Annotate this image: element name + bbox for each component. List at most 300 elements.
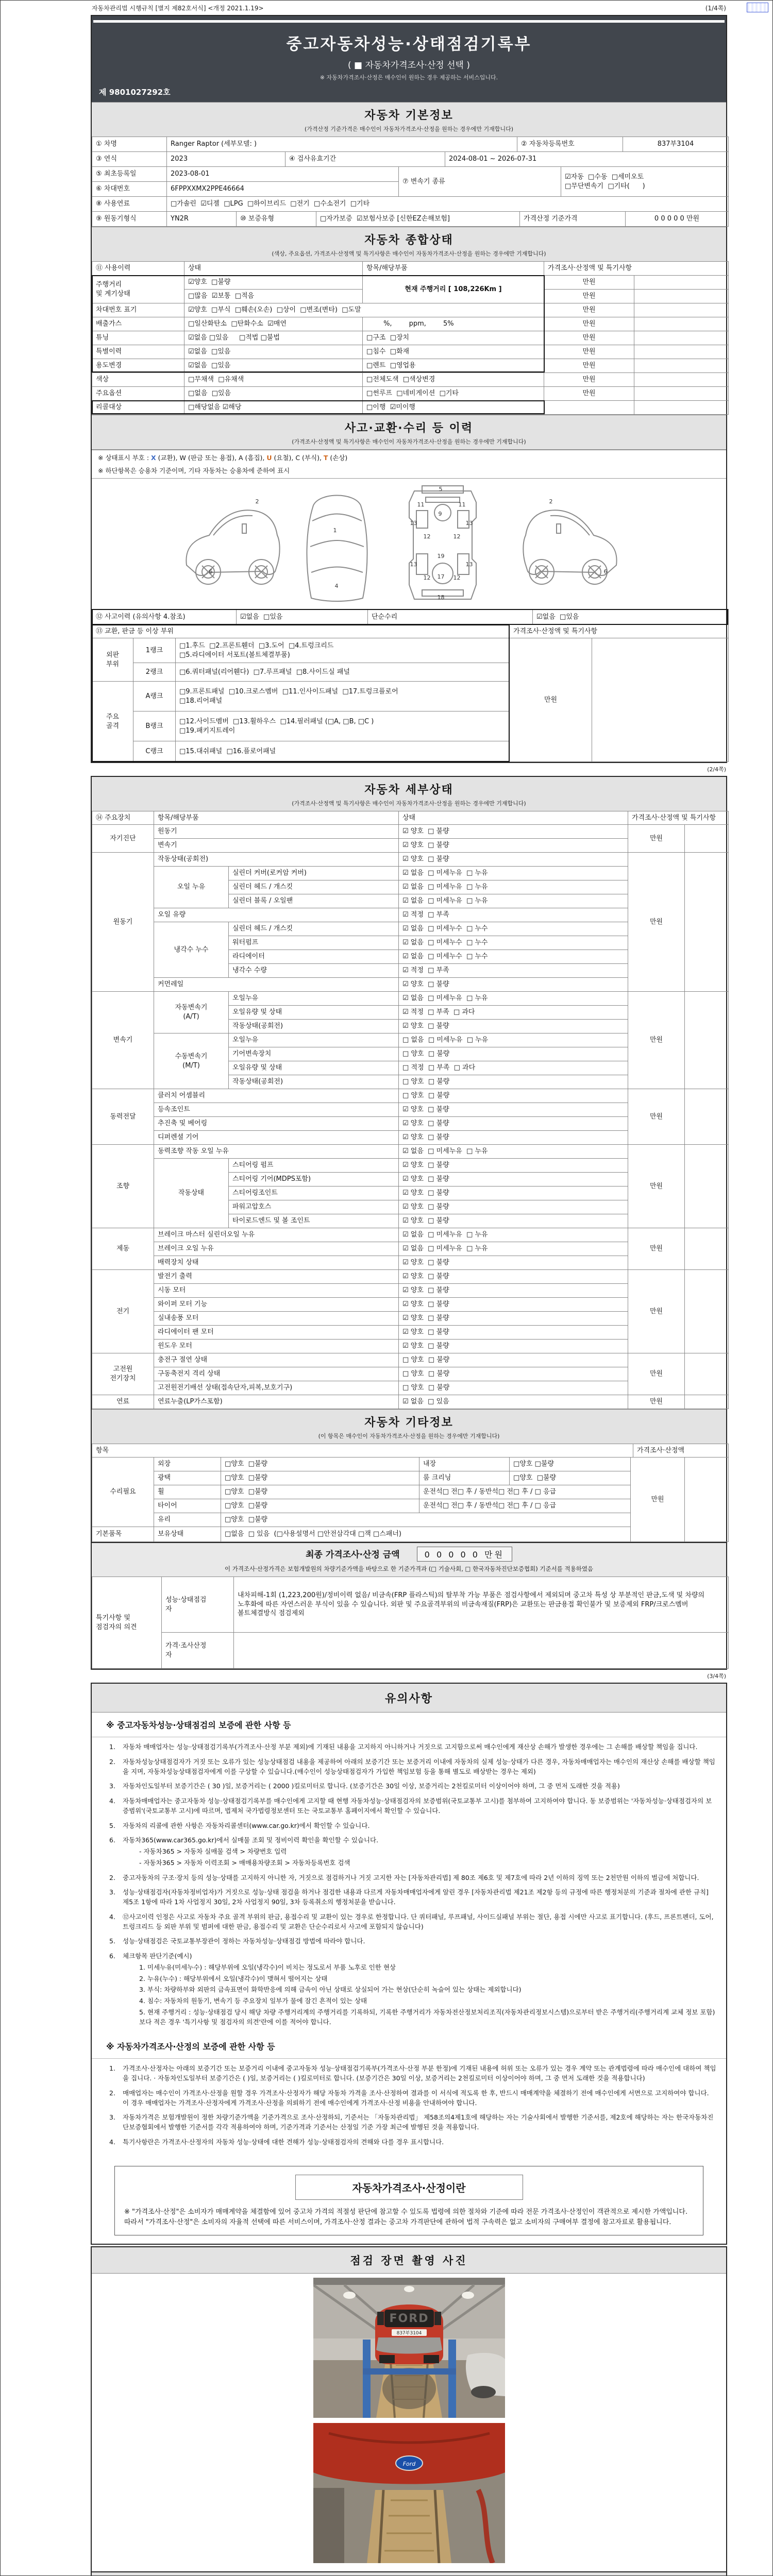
diagram-part-number: 6 bbox=[603, 568, 608, 575]
table-cell: □양호 □불량 bbox=[221, 1513, 631, 1527]
table-cell bbox=[634, 345, 729, 359]
diagram-part-number: 1 bbox=[333, 527, 337, 534]
notice-item bbox=[109, 2089, 717, 2108]
opinions-table bbox=[92, 1577, 726, 1669]
legend-part: ※ 상태표시 부호 : bbox=[98, 454, 152, 462]
document-subtitle: ( ■ 자동차가격조사·산정 선택 ) bbox=[348, 60, 470, 71]
table-cell: ☑양호 □불량 bbox=[184, 276, 363, 290]
notice-item bbox=[109, 1742, 717, 1752]
table-cell: 운전석□ 전□ 후 / 동반석□ 전□ 후 / □ 응급 bbox=[419, 1499, 631, 1513]
item-label: 와이퍼 모터 기능 bbox=[154, 1298, 399, 1312]
item-label: 작동상태(공회전) bbox=[154, 853, 399, 867]
notice-item-number: 5. bbox=[109, 1937, 115, 1945]
state-checks: ☑ 양호 □ 불량 bbox=[399, 978, 628, 992]
price-cell: 만원 bbox=[628, 1270, 685, 1353]
legend-part: W bbox=[179, 454, 186, 462]
exchange-header-row bbox=[92, 624, 726, 638]
value-base-price: 0 0 0 0 0 만원 bbox=[626, 212, 729, 227]
state-checks: ☑ 적정 □ 부족 □ 과다 bbox=[399, 1006, 628, 1020]
status-code-legend bbox=[92, 450, 726, 465]
table-cell: ⑥ 차대번호 bbox=[92, 182, 167, 197]
appraiser-opinion bbox=[234, 1633, 729, 1669]
table-cell: 2랭크 bbox=[133, 663, 176, 682]
final-price-note: 이 가격조사·산정가격은 보험개발원의 차량기준가액을 바탕으로 한 기준가격과 (□ 기술사회, □ 한국자동차진단보증협회) 기준서를 적용하였음 bbox=[224, 1565, 594, 1572]
table-cell: 룸 크리닝 bbox=[419, 1471, 510, 1485]
table bbox=[92, 261, 729, 415]
diagram-part-number: 18 bbox=[437, 594, 445, 601]
state-checks: ☑ 양호 □ 불량 bbox=[399, 1103, 628, 1117]
item-label: 시동 모터 bbox=[154, 1284, 399, 1298]
item-label: 실린더 블록 / 오일팬 bbox=[229, 894, 399, 908]
price-cell: 만원 bbox=[628, 992, 685, 1089]
sub-label: 오일 누유 bbox=[154, 867, 229, 908]
item-label: 동력조향 작동 오일 누유 bbox=[154, 1145, 399, 1159]
state-checks: ☑ 없음 □ 미세누수 □ 누수 bbox=[399, 936, 628, 950]
band-notice bbox=[92, 1684, 726, 1713]
state-checks: ☑ 양호 □ 불량 bbox=[399, 1117, 628, 1131]
price-cell: 만원 bbox=[628, 1089, 685, 1145]
table-cell: □렌트 □영업용 bbox=[363, 359, 544, 373]
item-label: 오일 유량 bbox=[154, 908, 399, 922]
notice-item-text: 성능·상태점검은 국토교통부장관이 정하는 자동차성능·상태점검 방법에 따라야 합니다. bbox=[123, 1937, 365, 1945]
item-label: 오일누유 bbox=[229, 992, 399, 1006]
price-cell: 만원 bbox=[628, 1228, 685, 1270]
table-cell: 상태 bbox=[399, 811, 628, 825]
value-vin: 6FPPXXMX2PPE46664 bbox=[167, 182, 399, 197]
band-accident-title: 사고·교환·수리 등 이력 bbox=[344, 422, 474, 435]
notice-item-text: 자동차인도일부터 보증기간은 ( 30 )일, 보증거리는 ( 2000 )킬로미터로 합니다. (보증기간은 30일 이상, 보증거리는 2천킬로미터 이상이어야 하며, 그 중 먼저 도래한 것을 적용) bbox=[123, 1782, 620, 1790]
table-cell: 만원 bbox=[544, 345, 634, 359]
table-cell: 만원 bbox=[544, 290, 634, 303]
notice-item-text: 자동차가격은 보험개발원이 정한 차량기준가액을 기준가격으로 조사·산정하되, 기준서는 「자동차관리법」 제58조의4제1호에 해당하는 자는 기술사회에서 발행한 기준서를, 제2호에 해당하는 자는 한국자동차진단보증협회에서 발행한 기준서를 각각 적용하여야 하며, 기준가격과 기준서는 산정일 기준 가장 최근에 발행된 것을 적용합니다. bbox=[123, 2113, 714, 2131]
table-cell: B랭크 bbox=[133, 711, 176, 741]
table-cell: □무채색 □유채색 bbox=[184, 373, 363, 387]
table-cell: □15.대쉬패널 □16.플로어패널 bbox=[176, 741, 510, 762]
diagram-part-number: 11 bbox=[458, 501, 466, 508]
basic-info-row6 bbox=[92, 211, 726, 227]
notice-item-number: 1. bbox=[109, 2064, 115, 2073]
state-checks: ☑ 없음 □ 미세누유 □ 누유 bbox=[399, 1228, 628, 1242]
table-cell: 항목/해당부품 bbox=[154, 811, 399, 825]
car-diagram-side-left bbox=[177, 488, 285, 600]
table-cell: 만원 bbox=[631, 1458, 685, 1542]
note-cell bbox=[685, 1270, 729, 1353]
state-checks: ☑ 양호 □ 불량 bbox=[399, 825, 628, 839]
notice-item bbox=[109, 1821, 717, 1831]
document-title: 중고자동차성능·상태점검기록부 bbox=[286, 35, 532, 54]
legend-part: (흠집), bbox=[243, 454, 267, 462]
price-cell: 만원 bbox=[628, 853, 685, 992]
table-cell: C랭크 bbox=[133, 741, 176, 762]
notice-item-number: 2. bbox=[109, 1873, 115, 1882]
corner-chip[interactable] bbox=[747, 3, 768, 12]
table-cell bbox=[634, 290, 729, 303]
etc-header-row bbox=[92, 1444, 726, 1458]
item-label: 스티어링 기어(MDPS포함) bbox=[229, 1173, 399, 1187]
table-cell bbox=[634, 317, 729, 331]
notice-item-text: 자동차365(www.car365.go.kr)에서 실매물 조회 및 정비이력 확인을 확인할 수 있습니다. bbox=[123, 1836, 379, 1844]
notice-item-number: 4. bbox=[109, 1797, 115, 1805]
band-detail-title: 자동차 세부상태 bbox=[364, 784, 453, 796]
state-checks: ☑ 양호 □ 불량 bbox=[399, 1284, 628, 1298]
notice-item-number: 6. bbox=[109, 1952, 115, 1960]
item-label: 실린더 헤드 / 개스킷 bbox=[229, 922, 399, 936]
item-label: 실내송풍 모터 bbox=[154, 1312, 399, 1326]
item-label: 오일유량 및 상태 bbox=[229, 1006, 399, 1020]
item-label: 연료누출(LP가스포함) bbox=[154, 1395, 399, 1409]
table-cell: □해당없음 ☑해당 bbox=[184, 401, 363, 415]
table-cell: 특기사항 및 점검자의 의견 bbox=[92, 1577, 162, 1669]
note-cell bbox=[685, 1145, 729, 1228]
diagram-part-number: 5 bbox=[439, 486, 443, 493]
notice-item bbox=[109, 1888, 717, 1907]
item-label: 윈도우 모터 bbox=[154, 1340, 399, 1353]
item-label: 추진축 및 베어링 bbox=[154, 1117, 399, 1131]
table-cell: □전체도색 □색상변경 bbox=[363, 373, 544, 387]
table-cell: 만원 bbox=[510, 638, 592, 762]
price-cell: 만원 bbox=[628, 825, 685, 853]
notice-item-number: 5. bbox=[109, 1821, 115, 1829]
table-cell: 차대번호 표기 bbox=[92, 303, 184, 317]
table-cell: □침수 □화재 bbox=[363, 345, 544, 359]
svg-text:FORD: FORD bbox=[389, 2312, 429, 2325]
sub-label: 냉각수 누수 bbox=[154, 922, 229, 978]
table-cell: 성능·상태점검 자 bbox=[162, 1577, 234, 1633]
state-checks: □ 적정 □ 부족 □ 과다 bbox=[399, 1061, 628, 1075]
device-label: 자기진단 bbox=[92, 825, 154, 853]
table bbox=[92, 166, 729, 197]
page-meta bbox=[91, 4, 727, 13]
item-label: 워터펌프 bbox=[229, 936, 399, 950]
table-cell: 항목 bbox=[92, 1444, 633, 1458]
table-cell: □12.사이드멤버 □13.휠하우스 □14.필러패널 (□A, □B, □C ) □19.패키지트레이 bbox=[176, 711, 510, 741]
table-cell: 가격조사·산정액 및 특기사항 bbox=[628, 811, 729, 825]
notice-body bbox=[92, 1713, 726, 2155]
state-checks: ☑ 양호 □ 불량 bbox=[399, 1173, 628, 1187]
table-cell: 튜닝 bbox=[92, 331, 184, 345]
label-car-name: ① 차명 bbox=[92, 137, 167, 152]
item-label: 고전원전기배선 상태(접속단자,피복,보호기구) bbox=[154, 1381, 399, 1395]
item-label: 파워고압호스 bbox=[229, 1200, 399, 1214]
value-car-name: Ranger Raptor (세부모델: ) bbox=[167, 137, 517, 152]
table bbox=[92, 824, 729, 1409]
item-label: 작동상태(공회전) bbox=[229, 1075, 399, 1089]
notice-item bbox=[109, 2113, 717, 2132]
notice-item-number: 6. bbox=[109, 1836, 115, 1844]
state-checks: ☑ 양호 □ 불량 bbox=[399, 839, 628, 853]
car-diagram-side-right bbox=[517, 488, 626, 600]
diagram-part-number: 17 bbox=[437, 573, 445, 580]
diagram-part-number: 2 bbox=[549, 498, 553, 505]
table-cell: 만원 bbox=[544, 331, 634, 345]
notice-item-text: 자동차매매업자는 중고자동차 성능·상태점검기록부를 매수인에게 고지할 때 현행 자동차성능·상태점검자의 보증범위(국토교통부 고시)를 첨부하여 고지하여야 합니다. 동 보증범위는 '자동차성능·상태점검자의 보증범위'(국토교통부 고시)에 따르며, 법제처 국가법령정보센터 또는 국토교통부 홈페이지에서 확인할 수 있습니다. bbox=[123, 1797, 712, 1815]
note-cell bbox=[685, 825, 729, 853]
table-cell: ☑없음 □있음 bbox=[184, 345, 363, 359]
state-checks: □ 양호 □ 불량 bbox=[399, 1089, 628, 1103]
table bbox=[92, 609, 729, 625]
device-label: 조향 bbox=[92, 1145, 154, 1228]
price-cell: 만원 bbox=[628, 1395, 685, 1409]
band-basic-info bbox=[92, 102, 726, 137]
table-cell: ☑없음 □있음 □적법 □불법 bbox=[184, 331, 363, 345]
title-strip bbox=[93, 20, 725, 23]
notice-item-number: 4. bbox=[109, 1912, 115, 1921]
diagram-part-number: 12 bbox=[423, 574, 431, 581]
legend-part: U bbox=[266, 454, 272, 462]
table-cell: ⑪ 사용이력 bbox=[92, 262, 184, 276]
item-label: 구동축전지 격리 상태 bbox=[154, 1367, 399, 1381]
table-cell: ⑬ 교환, 판금 등 이상 부위 bbox=[92, 625, 510, 638]
notice-section-title: ※ 자동차가격조사·산정의 보증에 관한 사항 등 bbox=[92, 2034, 726, 2059]
table-cell: 외장 bbox=[154, 1458, 221, 1471]
table-cell: □구조 □장치 bbox=[363, 331, 544, 345]
band-etc-sub: (이 항목은 매수인이 자동차가격조사·산정을 원하는 경우에만 기재합니다) bbox=[318, 1433, 500, 1439]
legend-part: (판금 또는 용접), bbox=[186, 454, 239, 462]
table-cell: □양호 □불량 bbox=[510, 1458, 631, 1471]
table-cell: ⑤ 최초등록일 bbox=[92, 167, 167, 182]
value-fuel: □가솔린 ☑디젤 □LPG □하이브리드 □전기 □수소전기 □기타 bbox=[167, 197, 729, 212]
table bbox=[92, 137, 729, 152]
value-reg-no: 837부3104 bbox=[623, 137, 729, 152]
state-checks: ☑ 양호 □ 불량 bbox=[399, 853, 628, 867]
notice-sub-item: - 자동차365 > 자동차 실매물 검색 > 차량번호 입력 bbox=[139, 1848, 287, 1855]
state-checks: □ 양호 □ 불량 bbox=[399, 1381, 628, 1395]
table-cell: ⑫ 사고이력 (유의사항 4.참조) bbox=[92, 609, 237, 625]
band-etc-info bbox=[92, 1409, 726, 1444]
notice-item-text: 중고자동차의 구조·장치 등의 성능·상태를 고지하지 아니한 자, 거짓으로 점검하거나 거짓 고지한 자는 [자동차관리법] 제 80조 제6호 및 제7호에 따라 2년 이하의 징역 또는 2천만원 이하의 벌금에 처합니다. bbox=[123, 1873, 699, 1882]
page-number-3: (3/4쪽) bbox=[707, 1673, 726, 1680]
overall-state-table bbox=[92, 261, 726, 415]
final-price-label: 최종 가격조사·산정 금액 bbox=[306, 1550, 400, 1560]
table-cell: ☑없음 □있음 bbox=[533, 609, 729, 625]
item-label: 변속기 bbox=[154, 839, 399, 853]
notice-item-number: 1. bbox=[109, 1743, 115, 1751]
state-checks: ☑ 없음 □ 미세누수 □ 누수 bbox=[399, 950, 628, 964]
table bbox=[92, 624, 729, 638]
table-cell: ☑양호 □부식 □훼손(오손) □상이 □변조(변타) □도말 bbox=[184, 303, 544, 317]
table-cell bbox=[634, 387, 729, 401]
notice-sub-item: 4. 침수: 자동차의 원동기, 변속기 등 주요장치 일부가 물에 잠긴 흔적이 있는 상태 bbox=[139, 1997, 367, 2005]
signature-band bbox=[92, 2571, 726, 2576]
value-first-reg: 2023-08-01 bbox=[167, 167, 399, 182]
state-checks: ☑ 양호 □ 불량 bbox=[399, 1256, 628, 1270]
table-cell: 배출가스 bbox=[92, 317, 184, 331]
notice-item bbox=[109, 2138, 717, 2147]
table-cell: 기본품목 bbox=[92, 1527, 154, 1542]
table bbox=[92, 211, 729, 227]
diagram-part-number: 13 bbox=[465, 520, 473, 527]
item-label: 원동기 bbox=[154, 825, 399, 839]
notice-item bbox=[109, 1937, 717, 1946]
diagram-part-number: 19 bbox=[437, 553, 445, 560]
item-label: 실린더 헤드 / 개스킷 bbox=[229, 880, 399, 894]
table bbox=[92, 1444, 729, 1458]
diagram-part-number: 9 bbox=[438, 511, 442, 517]
item-label: 커먼레일 bbox=[154, 978, 399, 992]
state-checks: □ 양호 □ 불량 bbox=[399, 1047, 628, 1061]
state-checks: ☑ 양호 □ 불량 bbox=[399, 1326, 628, 1340]
notice-item bbox=[109, 2064, 717, 2083]
diagram-part-number: 13 bbox=[410, 520, 417, 527]
table-cell: 상태 bbox=[184, 262, 363, 276]
table-cell: 가격조사·산정액 및 특기사항 bbox=[544, 262, 729, 276]
notice-item-number: 3. bbox=[109, 1782, 115, 1790]
notice-item-number: 3. bbox=[109, 2113, 115, 2122]
table-cell: 가격조사·산정액 및 특기사항 bbox=[510, 625, 729, 638]
detail-state-table bbox=[92, 824, 726, 1409]
table-cell: 만원 bbox=[544, 373, 634, 387]
table-cell: ④ 검사유효기간 bbox=[285, 152, 445, 167]
table-cell bbox=[592, 638, 729, 762]
table-cell: □1.후드 □2.프론트휀더 □3.도어 □4.트렁크리드 □5.라디에이터 서포트(볼트체결부품) bbox=[176, 638, 510, 663]
notice-item-text: ⑫사고이력 인정은 사고로 자동차 주요 골격 부위의 판금, 용접수리 및 교환이 있는 경우로 한정합니다. 단 쿼터패널, 루프패널, 사이드실패널 부위는 절단, 용접 시에만 사고로 표기합니다. (후드, 프론트펜더, 도어, 트렁크리드 등 외판 부위 및 범퍼에 대한 판금, 용접수리 및 교환은 단순수리로서 사고에 포함되지 않습니다) bbox=[123, 1912, 714, 1930]
table-cell: 색상 bbox=[92, 373, 184, 387]
notice-item-number: 4. bbox=[109, 2138, 115, 2146]
notice-item-text: 자동차의 리콜에 관한 사항은 자동차리콜센터(www.car.go.kr)에서 확인할 수 있습니다. bbox=[123, 1821, 370, 1829]
table-cell: 만원 bbox=[544, 359, 634, 373]
basic-info-row5 bbox=[92, 196, 726, 212]
item-label: 오일유량 및 상태 bbox=[229, 1061, 399, 1075]
legend-part: (교환), bbox=[156, 454, 180, 462]
item-label: 작동상태(공회전) bbox=[229, 1020, 399, 1033]
section-photos bbox=[91, 2246, 727, 2576]
table bbox=[92, 196, 729, 212]
item-label: 오일누유 bbox=[229, 1033, 399, 1047]
band-detail-sub: (가격조사·산정액 및 특기사항은 매수인이 자동차가격조사·산정을 원하는 경우에만 기재합니다) bbox=[292, 800, 526, 807]
device-label: 동력전달 bbox=[92, 1089, 154, 1145]
legend-note: ※ 하단항목은 승용차 기준이며, 기타 자동차는 승용차에 준하여 표시 bbox=[92, 465, 726, 479]
infobox-title: 자동차가격조사·산정이란 bbox=[295, 2175, 523, 2200]
legend-part: T bbox=[323, 454, 328, 462]
table-cell: □양호 □불량 bbox=[221, 1499, 419, 1513]
legend-part: (부식), bbox=[300, 454, 324, 462]
diagram-part-number: 2 bbox=[255, 498, 259, 505]
table-cell: 단순수리 bbox=[368, 609, 533, 625]
band-overall-state bbox=[92, 227, 726, 262]
table-cell: □9.프론트패널 □10.크로스멤버 □11.인사이드패널 □17.트렁크플로어 □18.리어패널 bbox=[176, 682, 510, 711]
table-cell: 유리 bbox=[154, 1513, 221, 1527]
car-damage-diagrams bbox=[177, 482, 641, 605]
state-checks: □ 양호 □ 불량 bbox=[399, 1075, 628, 1089]
device-label: 전기 bbox=[92, 1270, 154, 1353]
diagram-part-number: 4 bbox=[334, 583, 339, 589]
device-label: 변속기 bbox=[92, 992, 154, 1089]
item-label: 등속조인트 bbox=[154, 1103, 399, 1117]
table-cell bbox=[634, 303, 729, 317]
section-page2 bbox=[91, 776, 727, 1670]
table-cell: 가격·조사산정 자 bbox=[162, 1633, 234, 1669]
band-notice-title: 유의사항 bbox=[384, 1692, 433, 1705]
table-cell: 용도변경 bbox=[92, 359, 184, 373]
table-cell: 가격산정 기준가격 bbox=[520, 212, 626, 227]
state-checks: ☑ 없음 □ 미세누유 □ 누유 bbox=[399, 1242, 628, 1256]
exchange-panel-table bbox=[92, 638, 726, 762]
final-price-band bbox=[92, 1542, 726, 1577]
diagram-part-number: 11 bbox=[417, 501, 425, 508]
state-checks: ☑ 양호 □ 불량 bbox=[399, 1270, 628, 1284]
value-inspection-period: 2024-08-01 ~ 2026-07-31 bbox=[445, 152, 729, 167]
table-cell bbox=[634, 331, 729, 345]
item-label: 라디에이터 팬 모터 bbox=[154, 1326, 399, 1340]
item-label: 냉각수 수량 bbox=[229, 964, 399, 978]
item-label: 실린더 커버(로커암 커버) bbox=[229, 867, 399, 880]
band-accident-history bbox=[92, 415, 726, 450]
note-cell bbox=[685, 992, 729, 1089]
item-label: 스티어링조인트 bbox=[229, 1187, 399, 1200]
table-cell: □일산화탄소 □탄화수소 ☑매연 bbox=[184, 317, 363, 331]
diagram-part-number: 12 bbox=[453, 574, 461, 581]
legend-part: (손상) bbox=[328, 454, 348, 462]
table-cell: 가격조사·산정액 bbox=[633, 1444, 729, 1458]
table bbox=[92, 638, 729, 762]
table-cell: ⑩ 보증유형 bbox=[237, 212, 316, 227]
price-appraisal-infobox bbox=[114, 2166, 703, 2235]
basic-info-row1 bbox=[92, 137, 726, 152]
table-cell: A랭크 bbox=[133, 682, 176, 711]
band-overall-sub: (색상, 주요옵션, 가격조사·산정액 및 특기사항은 매수인이 자동차가격조사·산정을 원하는 경우에만 기재합니다) bbox=[272, 250, 546, 257]
table-cell: ☑없음 □있음 bbox=[184, 359, 363, 373]
form-reference: 자동차관리법 시행규칙 [별지 제82호서식] <개정 2021.1.19> bbox=[92, 5, 264, 12]
band-detail-state bbox=[92, 777, 726, 811]
table-cell bbox=[544, 401, 634, 415]
price-cell: 만원 bbox=[628, 1353, 685, 1395]
table-cell: 주요 골격 bbox=[92, 682, 133, 762]
table-cell: ☑없음 □있음 bbox=[237, 609, 368, 625]
inspection-photo-front-lift bbox=[313, 2278, 505, 2418]
band-etc-title: 자동차 기타정보 bbox=[364, 1416, 453, 1429]
price-cell: 만원 bbox=[628, 1145, 685, 1228]
device-label: 제동 bbox=[92, 1228, 154, 1270]
notice-section-title: ※ 중고자동차성능·상태점검의 보증에 관한 사항 등 bbox=[92, 1713, 726, 1737]
etc-info-table bbox=[92, 1457, 726, 1542]
device-label: 원동기 bbox=[92, 853, 154, 992]
sub-label: 작동상태 bbox=[154, 1159, 229, 1228]
note-cell bbox=[685, 853, 729, 992]
document-number: 제 9801027292호 bbox=[99, 88, 171, 97]
document-note: ※ 자동차가격조사·산정은 매수인이 원하는 경우 제공하는 서비스입니다. bbox=[320, 74, 498, 81]
device-label: 고전원 전기장치 bbox=[92, 1353, 154, 1395]
table-cell: □양호 □불량 bbox=[510, 1471, 631, 1485]
notice-item-number: 2. bbox=[109, 2089, 115, 2097]
value-model-year: 2023 bbox=[167, 152, 285, 167]
table-cell bbox=[634, 373, 729, 387]
table-cell bbox=[634, 359, 729, 373]
state-checks: ☑ 적정 □ 부족 bbox=[399, 908, 628, 922]
state-checks: ☑ 양호 □ 불량 bbox=[399, 1312, 628, 1326]
state-checks: ☑ 양호 □ 불량 bbox=[399, 1200, 628, 1214]
state-checks: ☑ 양호 □ 불량 bbox=[399, 1159, 628, 1173]
table-cell: 만원 bbox=[544, 303, 634, 317]
item-label: 브레이크 오일 누유 bbox=[154, 1242, 399, 1256]
state-checks: ☑ 양호 □ 불량 bbox=[399, 1340, 628, 1353]
item-label: 라디에이터 bbox=[229, 950, 399, 964]
legend-part: A bbox=[238, 454, 243, 462]
diagram-part-number: 12 bbox=[423, 533, 431, 540]
value-engine-type: YN2R bbox=[167, 212, 237, 227]
table-cell: %, ppm, 5% bbox=[363, 317, 544, 331]
table-cell: 만원 bbox=[544, 276, 634, 290]
table-cell: ③ 연식 bbox=[92, 152, 167, 167]
label-reg-no: ② 자동차등록번호 bbox=[517, 137, 623, 152]
state-checks: ☑ 양호 □ 불량 bbox=[399, 1214, 628, 1228]
table-cell: 타이어 bbox=[154, 1499, 221, 1513]
device-label: 연료 bbox=[92, 1395, 154, 1409]
table-cell: □양호 □불량 bbox=[221, 1485, 419, 1499]
item-label: 발전기 출력 bbox=[154, 1270, 399, 1284]
notice-item-text: 매매업자는 매수인이 가격조사·산정을 원할 경우 가격조사·산정자가 해당 자동차 가격을 조사·산정하여 결과를 이 서식에 적도록 한 후, 반드시 매매계약을 체결하기 전에 매수인에게 서면으로 고지하여야 합니다. 이 경우 매매업자는 가격조사·산정자에게 가격조사·산정을 의뢰하기 전에 매수인에게 가격조사·산정 비용을 안내하여야 합니다. bbox=[123, 2089, 709, 2107]
item-label: 디퍼렌셜 기어 bbox=[154, 1131, 399, 1145]
item-label: 스티어링 펌프 bbox=[229, 1159, 399, 1173]
